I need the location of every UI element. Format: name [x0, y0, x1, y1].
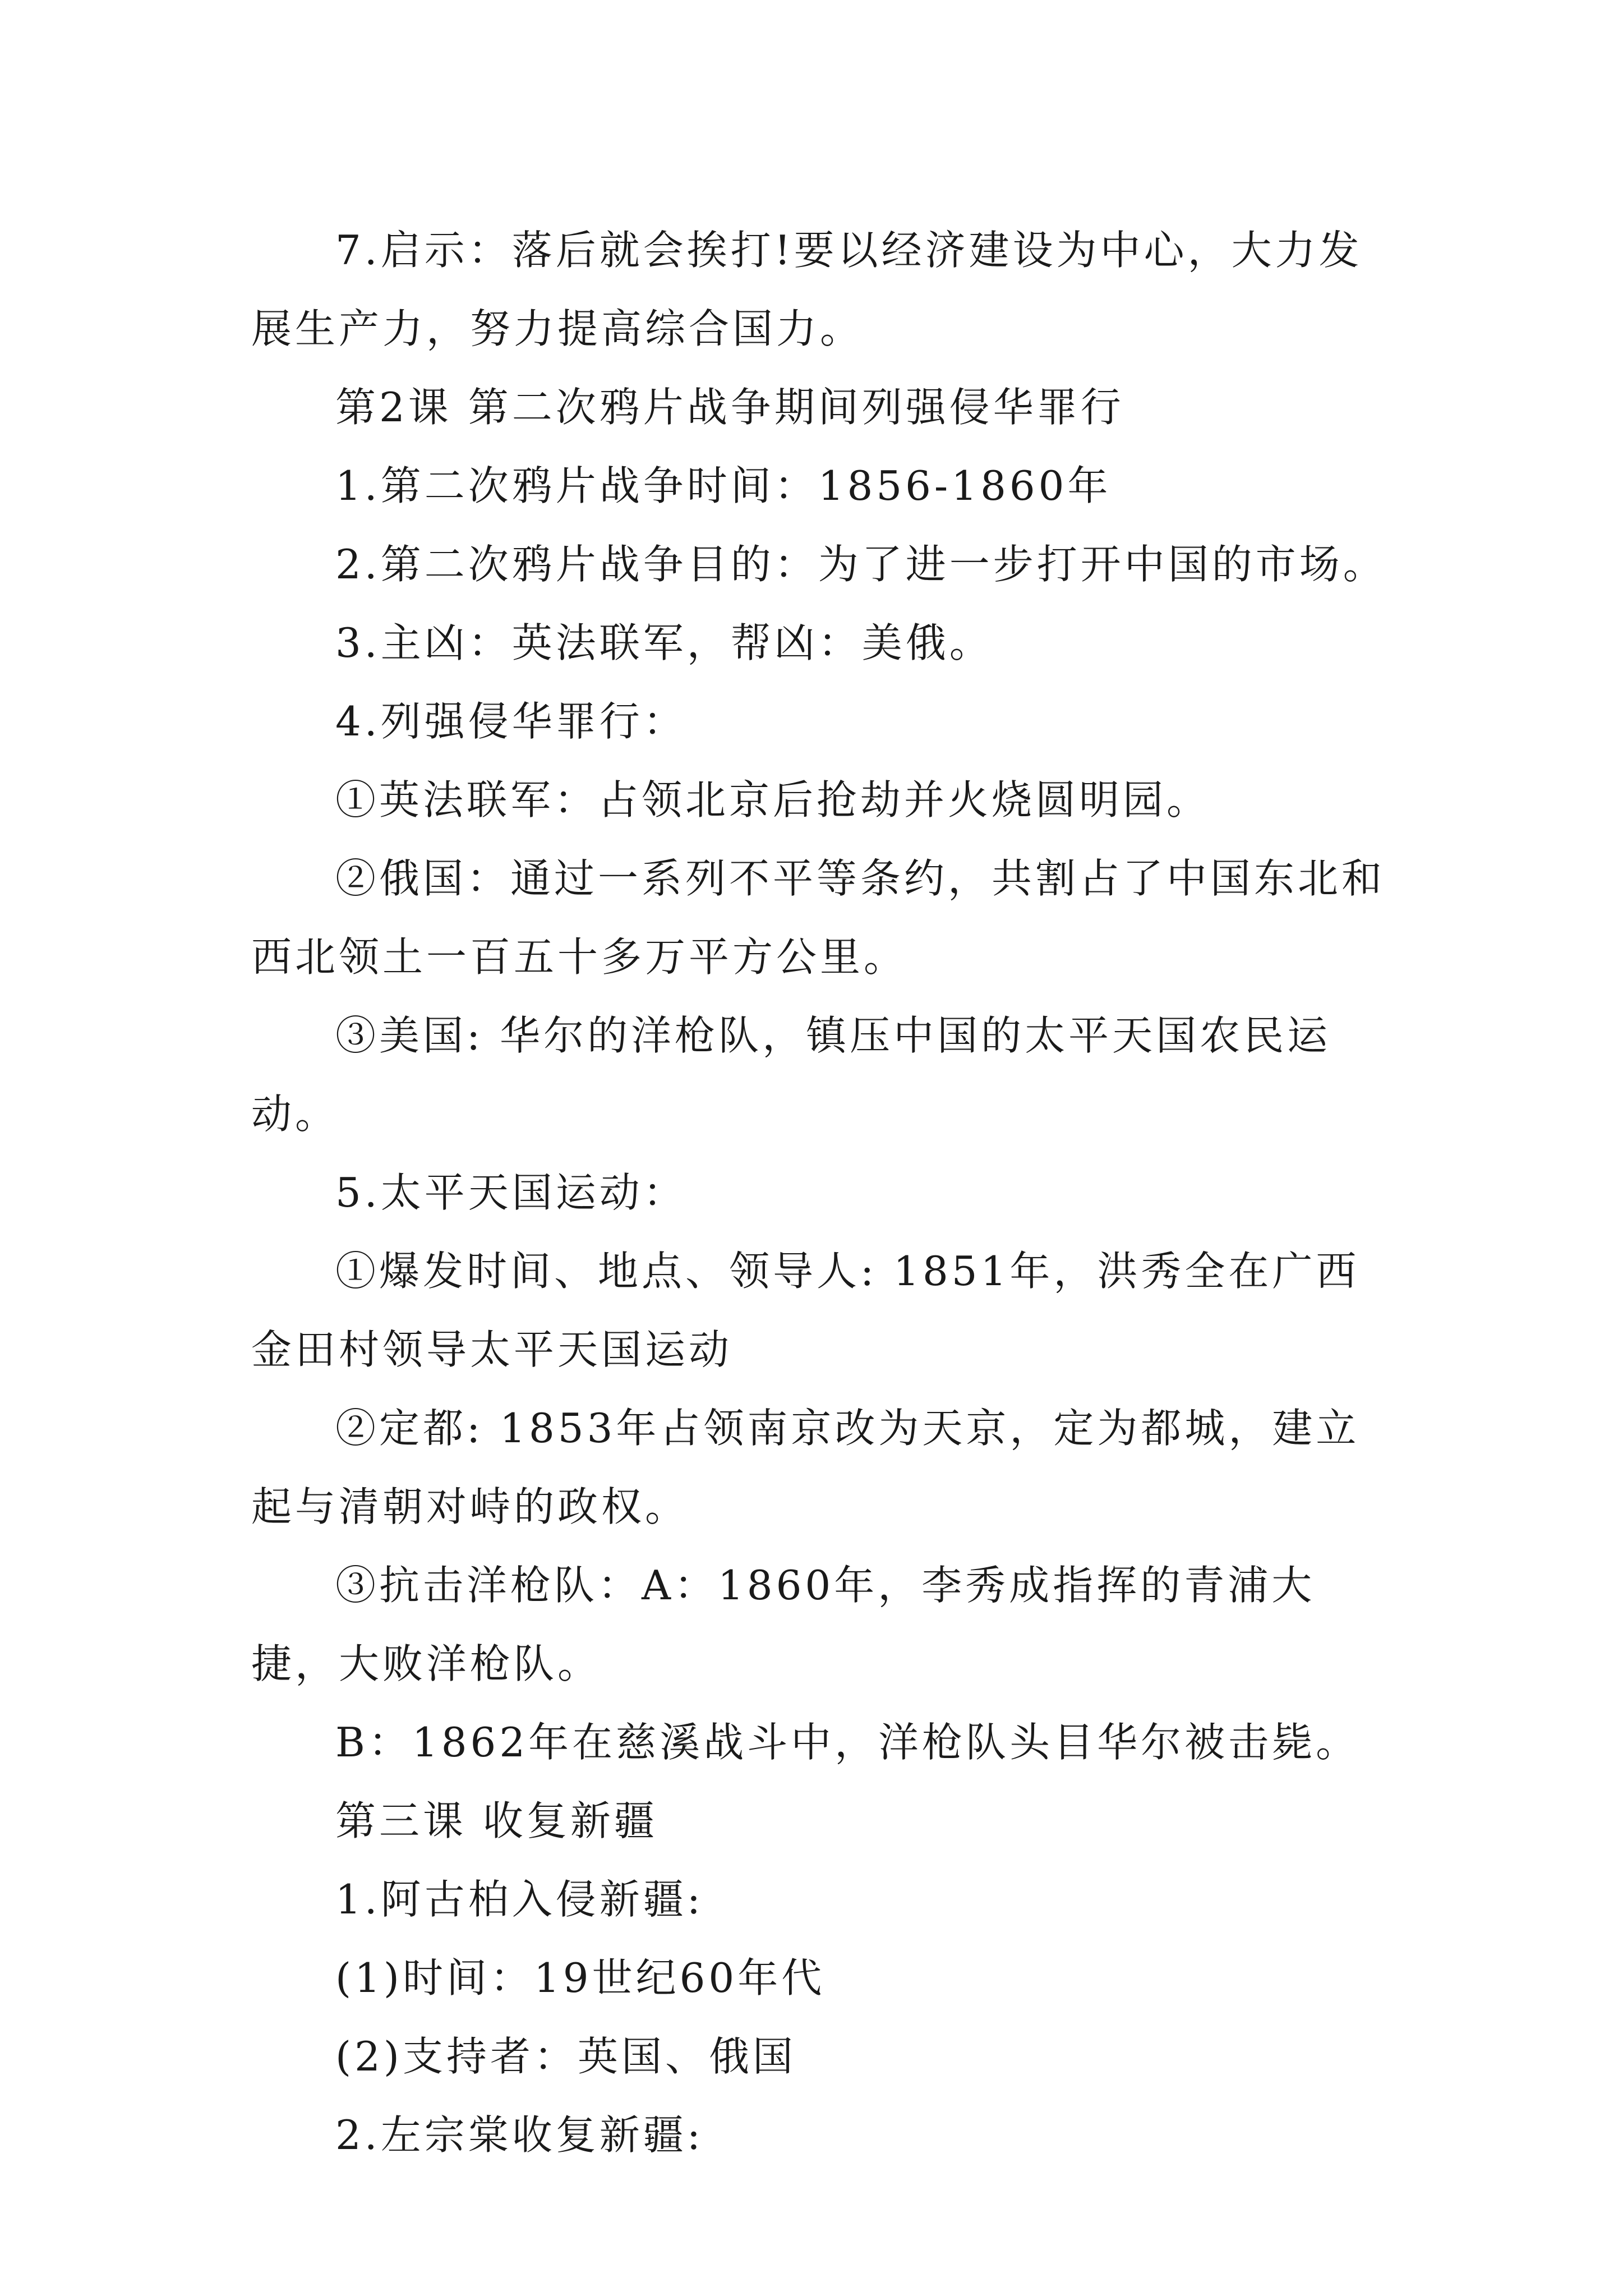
- paragraph-taiping-heading: 5.太平天国运动：: [335, 1169, 687, 1216]
- paragraph-lesson1-lesson: 7.启示：落后就会挨打!要以经济建设为中心，大力发展生产力，努力提高综合国力。: [251, 227, 1363, 352]
- paragraph-yakub-time: (1)时间：19世纪60年代: [335, 1954, 826, 2001]
- paragraph-taiping-resist-a: ③抗击洋枪队：A：1860年，李秀成指挥的青浦大捷，大败洋枪队。: [251, 1562, 1316, 1687]
- paragraph-war-purpose: 2.第二次鸦片战争目的：为了进一步打开中国的市场。: [335, 541, 1387, 588]
- paragraph-crime-anglo-french: ①英法联军：占领北京后抢劫并火烧圆明园。: [335, 776, 1211, 823]
- paragraph-yakub-supporters: (2)支持者：英国、俄国: [335, 2033, 796, 2080]
- paragraph-yakub-heading: 1.阿古柏入侵新疆:: [335, 1876, 704, 1923]
- document-body: [251, 211, 1395, 2174]
- paragraph-taiping-capital: ②定都: 1853年占领南京改为天京，定为都城，建立起与清朝对峙的政权。: [251, 1405, 1360, 1530]
- paragraph-war-time: 1.第二次鸦片战争时间：1856-1860年: [335, 462, 1112, 509]
- lesson-3-heading: 第三课 收复新疆: [335, 1797, 658, 1844]
- paragraph-zuo-heading: 2.左宗棠收复新疆:: [335, 2111, 704, 2159]
- paragraph-taiping-resist-b: B：1862年在慈溪战斗中，洋枪队头目华尔被击毙。: [335, 1719, 1360, 1766]
- paragraph-crimes-heading: 4.列强侵华罪行：: [335, 698, 687, 745]
- paragraph-crime-usa: ③美国: 华尔的洋枪队，镇压中国的太平天国农民运动。: [251, 1012, 1331, 1138]
- lesson-2-heading: 第2课 第二次鸦片战争期间列强侵华罪行: [335, 384, 1124, 431]
- paragraph-crime-russia: ②俄国：通过一系列不平等条约，共割占了中国东北和西北领土一百五十多万平方公里。: [251, 855, 1386, 981]
- paragraph-culprits: 3.主凶：英法联军，帮凶：美俄。: [335, 619, 993, 666]
- paragraph-taiping-outbreak: ①爆发时间、地点、领导人: 1851年，洪秀全在广西金田村领导太平天国运动: [251, 1248, 1360, 1373]
